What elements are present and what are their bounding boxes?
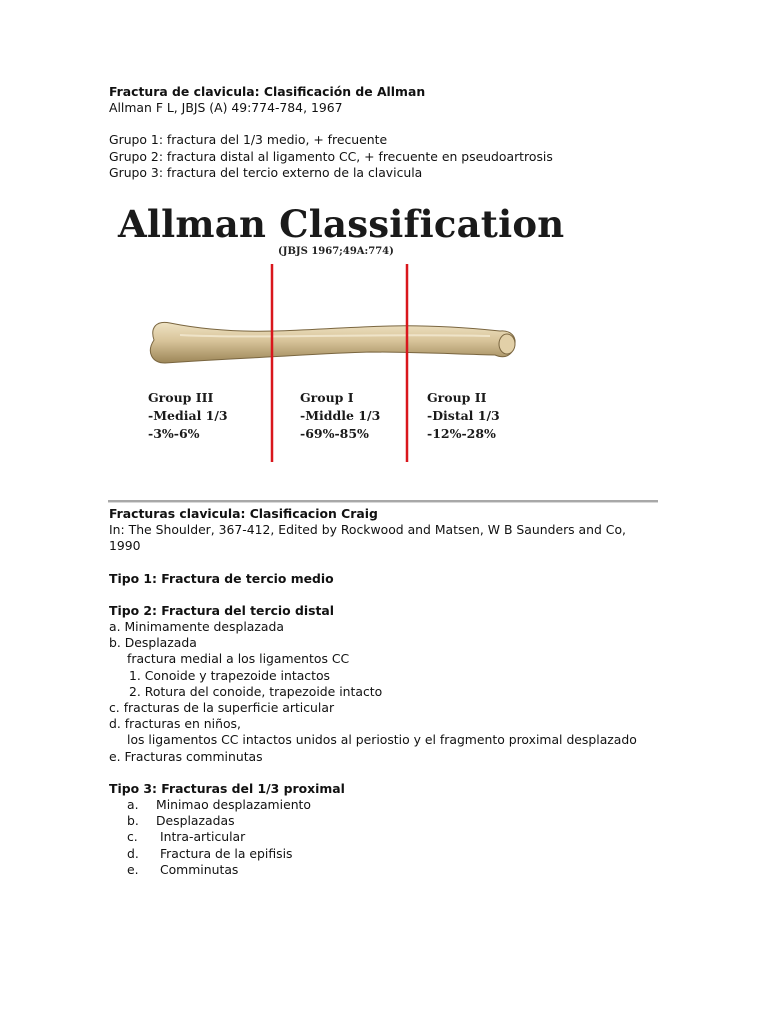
craig-title: Fracturas clavicula: Clasificacion Craig (109, 506, 378, 521)
group-iii-pct: -3%-6% (148, 426, 200, 441)
list-text: Comminutas (156, 861, 239, 877)
tipo-3-title: Tipo 3: Fracturas del 1/3 proximal (109, 780, 345, 796)
group-ii-name: Group II (427, 390, 487, 405)
list-marker: b. (127, 813, 139, 829)
group-i-region: -Middle 1/3 (300, 408, 381, 423)
tipo-2-item-d-sub: los ligamentos CC intactos unidos al periostio y el fragmento proximal desplazado (127, 732, 637, 748)
tipo-2-item-c: c. fracturas de la superficie articular (109, 700, 335, 716)
group-iii-label (148, 389, 228, 443)
craig-section (109, 506, 669, 878)
tipo-2-item-b-1: 1. Conoide y trapezoide intactos (129, 667, 331, 683)
figure-title: Allman Classification (118, 202, 565, 246)
group-ii-region: -Distal 1/3 (427, 408, 500, 423)
group-ii-label (427, 389, 500, 443)
tipo-2-item-b-2: 2. Rotura del conoide, trapezoide intacto (129, 683, 383, 699)
tipo-2-item-b-sub: fractura medial a los ligamentos CC (127, 651, 350, 667)
tipo-3-item-c (109, 829, 669, 845)
allman-section (109, 84, 669, 181)
group-iii-region: -Medial 1/3 (148, 408, 228, 423)
group-i-pct: -69%-85% (300, 426, 369, 441)
tipo-2-item-a: a. Minimamente desplazada (109, 619, 284, 635)
tipo-2-item-b: b. Desplazada (109, 635, 197, 651)
list-text: Desplazadas (156, 813, 235, 829)
list-text: Intra-articular (156, 829, 246, 845)
tipo-3-item-a (109, 797, 669, 813)
allman-title: Fractura de clavicula: Clasificación de Allman (109, 84, 426, 99)
figure-reference: (JBJS 1967;49A:774) (278, 246, 394, 257)
allman-group-1: Grupo 1: fractura del 1/3 medio, + frecuente (109, 132, 388, 148)
allman-classification-figure (110, 190, 570, 480)
group-iii-name: Group III (148, 390, 214, 405)
tipo-3-item-d (109, 846, 669, 862)
list-text: Fractura de la epifisis (156, 845, 293, 861)
allman-reference: Allman F L, JBJS (A) 49:774-784, 1967 (109, 100, 343, 116)
craig-reference-line-2: 1990 (109, 538, 141, 554)
group-ii-pct: -12%-28% (427, 426, 496, 441)
tipo-2-item-e: e. Fracturas comminutas (109, 748, 263, 764)
tipo-1-title: Tipo 1: Fractura de tercio medio (109, 570, 334, 586)
list-marker: a. (127, 797, 139, 813)
group-i-label (300, 389, 380, 443)
horizontal-divider (108, 500, 658, 503)
list-marker: e. (127, 861, 139, 877)
tipo-3-item-b (109, 813, 669, 829)
list-text: Minimao desplazamiento (156, 797, 311, 813)
allman-group-3: Grupo 3: fractura del tercio externo de la clavicula (109, 164, 423, 180)
list-marker: d. (127, 845, 139, 861)
allman-group-2: Grupo 2: fractura distal al ligamento CC, + frecuente en pseudoartrosis (109, 148, 553, 164)
list-marker: c. (127, 829, 138, 845)
group-i-name: Group I (300, 390, 354, 405)
clavicle-bone (150, 322, 515, 363)
craig-reference-line-1: In: The Shoulder, 367-412, Edited by Rockwood and Matsen, W B Saunders and Co, (109, 522, 626, 538)
tipo-2-item-d: d. fracturas en niños, (109, 716, 241, 732)
tipo-3-item-e (109, 862, 669, 878)
tipo-2-title: Tipo 2: Fractura del tercio distal (109, 602, 335, 618)
